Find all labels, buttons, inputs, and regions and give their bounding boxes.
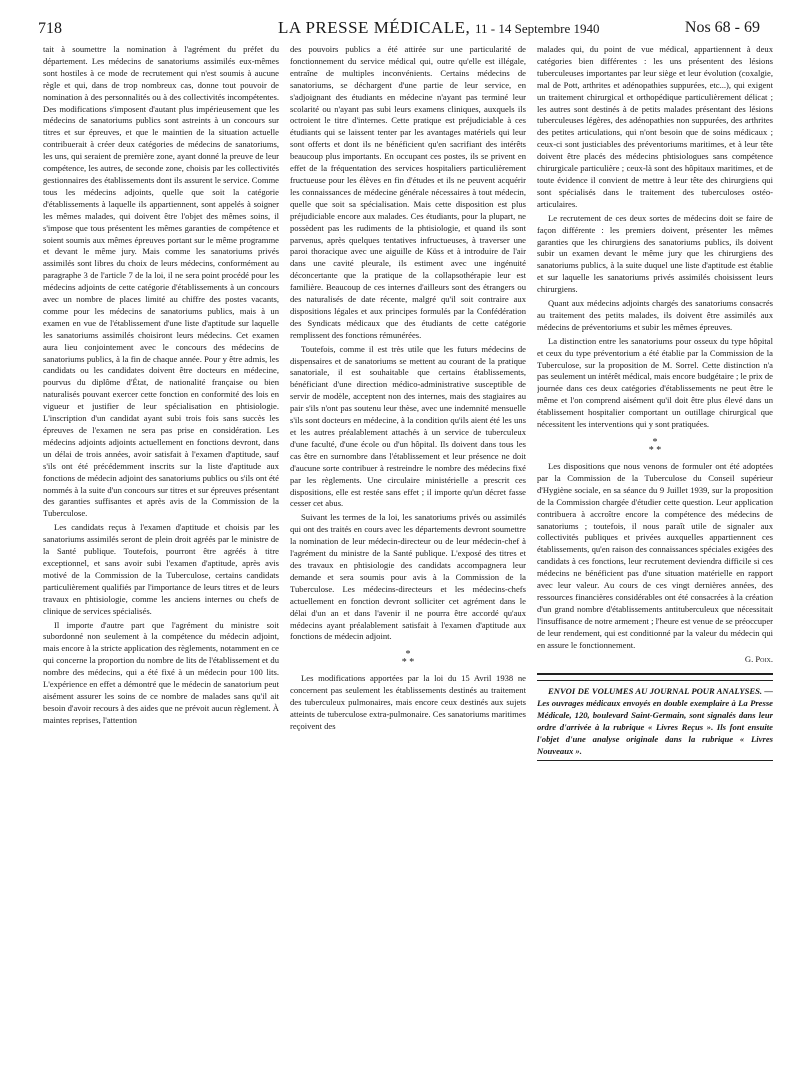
- paragraph: Les dispositions que nous venons de formuler ont été adoptées par la Commission de la Tuberculose du Conseil supérieur d'Hygiène sociale, en sa séance du 9 Juillet 1939, sur la proposition de la Commission chargée d'étudier cette question. Leur application contribuera à accroître encore la compétence des médecins de sanatoriums ; toutefois, il nous paraît utile de signaler aux collectivités publiques et privées auxquelles appartiennent ces établissements, qu'en raison des connaissances spéciales exigées des candidats à ces fonctions, leur recrutement deviendra difficile si ces médecins ne bénéficient pas d'une situation matérielle en rapport avec leur valeur. Au cours de ces vingt dernières années, des ressources financières considérables ont été consacrées à la création d'un grand nombre d'établissements antituberculeux que nécessitait l'insuffisance de notre armement ; l'heure est venue de se préoccuper de leur rendement, qui est conditionné par la valeur du médecin qui en assure le fonctionnement.: [537, 461, 773, 650]
- paragraph: Quant aux médecins adjoints chargés des sanatoriums consacrés au traitement des petits malades, ils doivent être assimilés aux médecins de préventoriums et subir les mêmes épreuves.: [537, 298, 773, 332]
- column-1: [43, 44, 279, 729]
- star-bottom: * *: [648, 445, 662, 456]
- issue-date: 11 - 14 Septembre 1940: [475, 21, 600, 36]
- notice-box: [537, 673, 773, 760]
- paragraph: Le recrutement de ces deux sortes de médecins doit se faire de façon différente : les premiers doivent, présenter les mêmes garanties que les chirurgiens des sanatoriums publics, ils doivent subir un examen devant le même jury que les chirurgiens des sanatoriums publics, à la suite duquel une liste d'aptitude est établie et sur laquelle les sanatoriums privés assimilés choisissent leurs chirurgiens.: [537, 212, 773, 295]
- section-separator: [290, 651, 526, 667]
- page-number: 718: [38, 20, 62, 37]
- notice-body: — Les ouvrages médicaux envoyés en double exemplaire à La Presse Médicale, 120, boulevard Saint-Germain, sont signalés dans leur ordre d'arrivée à la rubrique « Livres Reçus ». Ils font ensuite l'objet d'une analyse originale dans la rubrique « Livres Nouveaux ».: [537, 686, 773, 756]
- notice-text: [537, 686, 773, 757]
- paragraph: Toutefois, comme il est très utile que les futurs médecins de dispensaires et de sanatoriums se mettent au courant de la pratique sanatoriale, il est souhaitable que certains établissements, bénéficiant d'une direction médico-administrative susceptible de servir de modèle, acceptent non des internes, mais des stagiaires au pair s'ils n'ont pas soutenu leur thèse, avec une indemnité mensuelle s'ils sont docteurs en médecine, à la condition qu'ils aient été les uns et les autres préalablement attachés à un service de tuberculeux d'une faculté, d'une école ou d'un hôpital. Ils doivent dans tous les cas être en surnombre dans l'établissement et leur présence ne doit d'aucune sorte contribuer à restreindre le nombre des médecins fixé par les règlements. Une circulaire ministérielle a prescrit ces dispositions, elle est restée sans effet ; il importe qu'un décret fasse cesser cet abus.: [290, 343, 526, 509]
- journal-title: [278, 18, 599, 38]
- column-3: [537, 44, 773, 761]
- paragraph: Il importe d'autre part que l'agrément du ministre soit subordonné non seulement à la compétence du médecin adjoint, mais encore à la stricte application des règlements, notamment en ce qui concerne la proportion du nombre de lits de l'établissement et du nombre des médecins, qui a été fixé à un médecin pour 100 lits. L'expérience en effet a démontré que le médecin de sanatorium peut aisément assurer les soins de ce nombre de malades sans qu'il ait besoin d'avoir recours à des aides que ne prévoit aucun règlement. À maintes reprises, l'attention: [43, 619, 279, 725]
- issue-number: Nos 68 - 69: [684, 19, 760, 36]
- paragraph: Les modifications apportées par la loi du 15 Avril 1938 ne concernent pas seulement les établissements destinés au traitement des tuberculeux pulmonaires, mais encore ceux destinés aux sujets atteints de tuberculose extra-pulmonaire. Ces sanatoriums maritimes reçoivent des: [290, 673, 526, 731]
- author-signature: G. Poix.: [744, 653, 773, 664]
- notice-box-inner: [537, 680, 773, 757]
- paragraph: Suivant les termes de la loi, les sanatoriums privés ou assimilés qui ont des traités en cours avec les départements devront soumettre la nomination de leur médecin-directeur ou de leur médecin-chef à l'agrément du ministre de la Santé publique. L'exposé des titres et des travaux en phtisiologie des candidats accompagnera leur demande et sera soumis pour avis à la Commission de la Tuberculose. Les médecins-directeurs et les médecins-chefs actuellement en fonction devront solliciter cet agrément dans le délai d'un an et dans l'avenir il ne pourra être accordé qu'aux médecins ayant préalablement satisfait à l'examen d'aptitude aux fonctions de médecin adjoint.: [290, 512, 526, 642]
- paragraph: malades qui, du point de vue médical, appartiennent à deux catégories bien différentes : les uns présentent des lésions tuberculeuses importantes par leur siège et leur évolution (coxalgie, mal de Pott, arthrites et adénopathies suppurées, etc...), qui exigent un traitement chirurgical et orthopédique particulièrement délicat ; les autres sont destinés à de petits malades présentant des lésions tuberculeuses légères, des adénopathies non suppurées, des arthrites des petites articulations, qui n'ont besoin que de soins médicaux ; ceux-ci sont justiciables des préventoriums maritimes, et à leur tête doivent être placés des médecins phtisiologues sans compétence chirurgicale particulière ; ceux-là sont des hôpitaux maritimes, et de toute évidence il convient de mettre à leur tête des chirurgiens qui sont spécialisés dans le traitement des tuberculoses ostéo-articulaires.: [537, 44, 773, 209]
- paragraph: des pouvoirs publics a été attirée sur une particularité de fonctionnement du service médical qui, outre qu'elle est illégale, entraîne de multiples inconvénients. Certains médecins de sanatoriums, se déchargent d'une partie de leur service, en s'adjoignant des étudiants en médecine n'ayant pas terminé leur scolarité ou n'ayant pas subi leurs examens cliniques, auxquels ils octroient le titre d'internes. Cette pratique est préjudiciable à ces étudiants qui se laissent tenter par les avantages matériels qui leur sont offerts et dont ils ne bénéficient qu'en sacrifiant des intérêts beaucoup plus importants. En occupant ces postes, ils se privent en effet de la fréquentation des services hospitaliers particulièrement fructueuse pour les élèves en fin d'études et ils ne peuvent acquérir les connaissances de médecine générale nécessaires à tout médecin, quelle que soit sa spécialisation. Mais cette disposition est plus préjudiciable encore aux malades. Ces étudiants, pour la plupart, ne possèdent pas les rudiments de la phtisiologie, et quand ils sont parvenus, après quelques tentatives infructueuses, à traverser une paroi thoracique avec une aiguille de Küss et à introduire de l'air dans une cavité pleurale, ils estiment avec une ingénuité déconcertante que la pratique de la collapsothérapie leur est familière. Beaucoup de ces internes d'ailleurs sont des étrangers ou des naturalisés de date récente, malgré qu'il soit contraire aux dispositions légales et aux principes formulés par la Confédération des Syndicats médicaux que des étudiants de cette catégorie remplissent des fonctions rémunérées.: [290, 44, 526, 340]
- page-header: [38, 20, 760, 42]
- section-separator: [537, 439, 773, 455]
- star-top: *: [405, 649, 411, 661]
- journal-name: LA PRESSE MÉDICALE,: [278, 18, 471, 37]
- column-2: [290, 44, 526, 735]
- paragraph: Les candidats reçus à l'examen d'aptitude et choisis par les sanatoriums assimilés seront de plein droit agréés par le ministre de la Santé publique. Toutefois, pourront être agréés à titre exceptionnel, et sans avoir subi l'examen d'aptitude, après avis motivé de la Commission de la Tuberculose, certains candidats particulièrement qualifiés par l'importance de leurs titres et de leurs travaux en phtisiologie, comme les anciens internes ou chefs de clinique de services spécialisés.: [43, 522, 279, 616]
- star-top: *: [652, 437, 658, 448]
- notice-heading: ENVOI DE VOLUMES AU JOURNAL POUR ANALYSES.: [548, 686, 763, 697]
- star-bottom: * *: [401, 657, 415, 669]
- paragraph: tait à soumettre la nomination à l'agrément du préfet du département. Les médecins de sanatoriums assimilés eux-mêmes sont hostiles à ce mode de recrutement qui n'est soumis à aucune règle et qui, dans de trop nombreux cas, donne tout pouvoir de nomination à des personnalités ou à des collectivités incompétentes. Des modifications s'imposent d'autant plus impérieusement que les médecins de sanatoriums publics sont astreints à un concours sur titres et sur épreuves, et que le maintien de la situation actuelle contribuerait à créer deux catégories de médecins de sanatoriums, les uns, qui seraient de première zone, ayant donné la preuve de leur compétence, les autres, de seconde zone, choisis par les collectivités gestionnaires des établissements dont ils assurent le service. Comme tous les médecins adjoints, quelle que soit la catégorie d'établissements à laquelle ils appartiennent, sont appelés à soigner les mêmes malades, qui doivent être l'objet des mêmes soins, il s'impose que tous présentent les mêmes garanties de compétence et soient soumis aux mêmes épreuves portant sur le même programme et devant le même jury. Mais comme les sanatoriums privés assimilés sont libres du choix de leurs médecins, conformément au paragraphe 3 de l'article 7 de la loi, il ne sera point procédé pour les médecins adjoints de cette catégorie d'établissements à un concours avec un nombre de places limité au chiffre des postes vacants, comme pour les médecins de sanatoriums publics, mais à un examen en vue de l'établissement d'une liste d'aptitude sur laquelle les sanatoriums assimilés choisiront leurs médecins. Cet examen aura lieu conjointement avec le concours des médecins de sanatoriums publics, à la fin de chaque année. Pour y être admis, les candidats ou les candidates doivent être docteurs en médecine, pourvus du diplôme d'État, de nationalité française ou bien naturalisés pouvant exercer cette fonction en conformité des lois en vigueur et justifier de leur spécialisation en phtisiologie. L'inscription d'un candidat ayant subi trois fois sans succès les épreuves de l'examen ne sera pas prise en considération. Les médecins adjoints adjoints actuellement en fonctions devront, dans un délai de trois années, avoir satisfait à l'examen d'aptitude, sauf s'ils ont été précédemment inscrits sur la liste d'aptitude aux fonctions de médecin adjoint des sanatoriums publics ou s'ils ont été nommés à la suite d'un concours sur titres et sur épreuves présentant des garanties suffisantes et après avis de la Commission de la Tuberculose.: [43, 44, 279, 519]
- paragraph: La distinction entre les sanatoriums pour osseux du type hôpital et ceux du type préventorium a été établie par la Commission de la Tuberculose, sur la proposition de M. Sorrel. Cette distinction n'a pas seulement un intérêt médical, mais encore budgétaire ; le prix de journée dans ces deux catégories d'établissements ne peut être le même et l'on comprend aisément qu'il doit être plus élevé dans un établissement hospitalier comportant un outillage chirurgical que nécessitent les interventions qui y sont pratiquées.: [537, 335, 773, 430]
